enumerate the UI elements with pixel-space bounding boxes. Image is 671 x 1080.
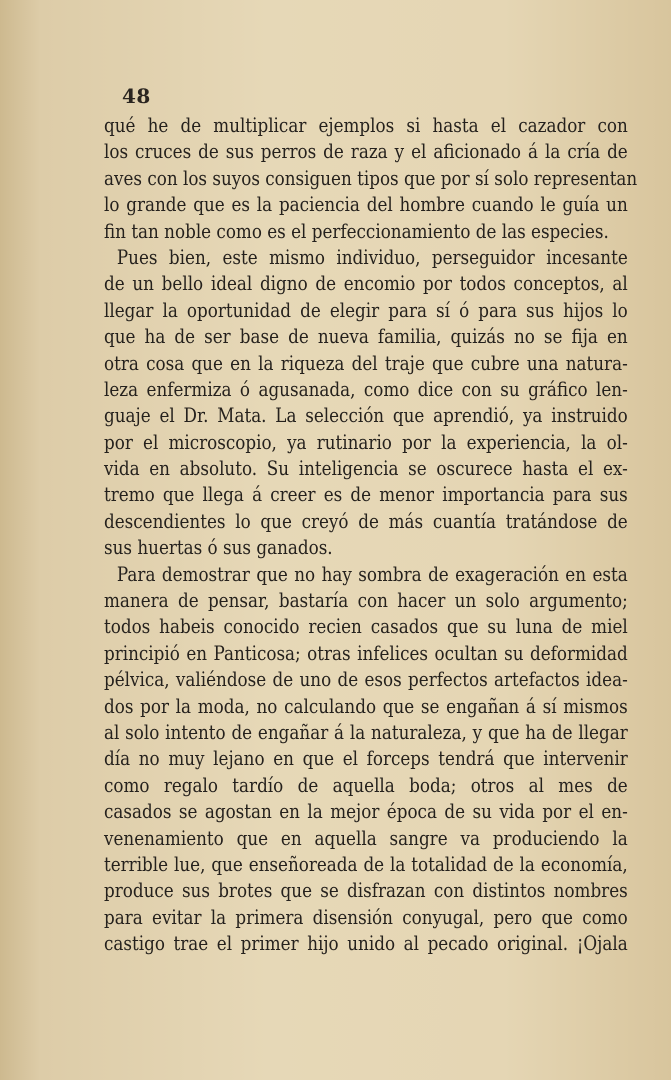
page-number: 48 [122,84,151,108]
text-line: leza enfermiza ó agusanada, como dice con su gráfico len- [104,377,628,401]
text-line: por el microscopio, ya rutinario por la experiencia, la ol- [104,430,628,454]
text-line: manera de pensar, bastaría con hacer un solo argumento; [104,589,628,613]
text-line: día no muy lejano en que el forceps tendrá que intervenir [104,747,628,771]
text-line: principió en Panticosa; otras infelices ocultan su deformidad [104,641,628,665]
body-text [104,113,638,958]
text-line: lo grande que es la paciencia del hombre cuando le guía un [104,193,628,217]
text-line: de un bello ideal digno de encomio por todos conceptos, al [104,272,628,296]
text-line: descendientes lo que creyó de más cuantía tratándose de [104,509,628,533]
text-line: todos habeis conocido recien casados que su luna de miel [104,615,628,639]
text-line: como regalo tardío de aquella boda; otros al mes de [104,773,628,797]
text-line: sus huertas ó sus ganados. [104,536,333,560]
text-line: pélvica, valiéndose de uno de esos perfectos artefactos idea- [104,668,628,692]
text-line: otra cosa que en la riqueza del traje que cubre una natura- [104,351,628,375]
text-line: guaje el Dr. Mata. La selección que aprendió, ya instruido [104,404,628,428]
text-line: terrible lue, que enseñoreada de la totalidad de la economía, [104,852,628,876]
text-line: castigo trae el primer hijo unido al pecado original. ¡Ojala [104,932,628,956]
text-line: Pues bien, este mismo individuo, perseguidor incesante [116,245,628,269]
text-line: venenamiento que en aquella sangre va produciendo la [104,826,628,850]
text-line: que ha de ser base de nueva familia, quizás no se fija en [104,325,628,349]
text-line: para evitar la primera disensión conyugal, pero que como [104,905,628,929]
text-line: vida en absoluto. Su inteligencia se oscurece hasta el ex- [104,457,628,481]
text-line: Para demostrar que no hay sombra de exageración en esta [116,562,628,586]
text-line: aves con los suyos consiguen tipos que por sí solo representan [104,166,638,190]
paragraph [104,245,628,562]
paragraph [104,113,638,245]
text-line: llegar la oportunidad de elegir para sí ó para sus hijos lo [104,298,628,322]
text-line: qué he de multiplicar ejemplos si hasta el cazador con [104,114,628,137]
text-line: fin tan noble como es el perfeccionamiento de las especies. [104,219,609,243]
text-line: casados se agostan en la mejor época de su vida por el en- [104,800,628,824]
text-line: produce sus brotes que se disfrazan con distintos nombres [104,879,628,903]
text-line: al solo intento de engañar á la naturaleza, y que ha de llegar [104,720,628,744]
text-line: tremo que llega á creer es de menor importancia para sus [104,483,628,507]
text-line: los cruces de sus perros de raza y el aficionado á la cría de [104,140,628,164]
text-line: dos por la moda, no calculando que se engañan á sí mismos [104,694,628,718]
paragraph [104,562,628,958]
